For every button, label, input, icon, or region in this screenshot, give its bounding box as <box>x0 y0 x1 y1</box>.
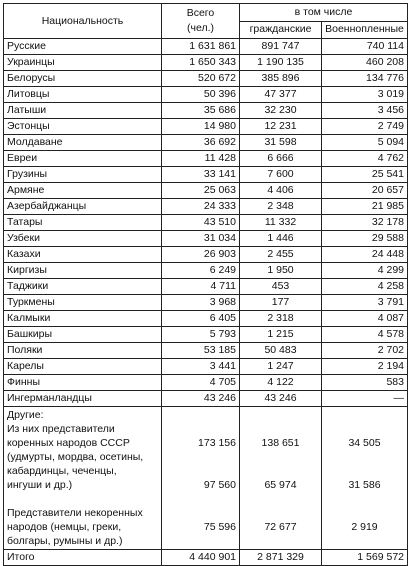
military-cell: 3 019 <box>322 87 408 103</box>
civilian-cell: 453 <box>240 279 322 295</box>
civilian-cell: 12 231 <box>240 119 322 135</box>
table-body <box>4 39 408 407</box>
civilian-cell: 4 406 <box>240 183 322 199</box>
total-cell: 6 249 <box>162 263 240 279</box>
nationality-cell: Азербайджанцы <box>4 199 162 215</box>
civilian-cell: 2 455 <box>240 247 322 263</box>
header-civilian: гражданские <box>240 21 322 39</box>
others-label-line: ингуши и др.) <box>7 479 73 491</box>
civilian-cell: 6 666 <box>240 151 322 167</box>
table-row <box>4 279 408 295</box>
others-total-c: 75 596 <box>203 521 236 533</box>
others-mil-b: 31 586 <box>348 479 381 491</box>
table-row <box>4 167 408 183</box>
others-total-a: 173 156 <box>198 437 236 449</box>
nationality-cell: Эстонцы <box>4 119 162 135</box>
footer-mil: 1 569 572 <box>322 550 408 566</box>
military-cell: 4 762 <box>322 151 408 167</box>
nationality-cell: Финны <box>4 375 162 391</box>
military-cell: 32 178 <box>322 215 408 231</box>
military-cell: 25 541 <box>322 167 408 183</box>
header-total <box>162 4 240 39</box>
table-row <box>4 71 408 87</box>
total-cell: 3 441 <box>162 359 240 375</box>
total-cell: 520 672 <box>162 71 240 87</box>
nationality-cell: Поляки <box>4 343 162 359</box>
others-label-line: (удмурты, мордва, осетины, <box>7 451 144 463</box>
table-row <box>4 183 408 199</box>
population-table-container <box>3 3 408 566</box>
table-row <box>4 231 408 247</box>
nationality-cell: Казахи <box>4 247 162 263</box>
civilian-cell: 31 598 <box>240 135 322 151</box>
military-cell: 4 578 <box>322 327 408 343</box>
nationality-cell: Татары <box>4 215 162 231</box>
table-row <box>4 391 408 407</box>
others-mil-cell <box>322 407 408 550</box>
footer-name: Итого <box>4 550 162 566</box>
civilian-cell: 1 446 <box>240 231 322 247</box>
civilian-cell: 1 950 <box>240 263 322 279</box>
total-cell: 50 396 <box>162 87 240 103</box>
nationality-cell: Русские <box>4 39 162 55</box>
civilian-cell: 47 377 <box>240 87 322 103</box>
military-cell: 20 657 <box>322 183 408 199</box>
military-cell: 3 791 <box>322 295 408 311</box>
total-cell: 31 034 <box>162 231 240 247</box>
table-row <box>4 87 408 103</box>
others-label-line <box>7 492 158 506</box>
header-including: в том числе <box>240 4 408 22</box>
others-label-line: Другие: <box>7 409 44 421</box>
nationality-cell: Грузины <box>4 167 162 183</box>
total-cell: 14 980 <box>162 119 240 135</box>
table-row <box>4 343 408 359</box>
total-cell: 53 185 <box>162 343 240 359</box>
nationality-cell: Литовцы <box>4 87 162 103</box>
military-cell: 3 456 <box>322 103 408 119</box>
table-row <box>4 103 408 119</box>
table-row <box>4 215 408 231</box>
others-label-line: кабардинцы, чеченцы, <box>7 465 117 477</box>
others-mil-a: 34 505 <box>348 437 381 449</box>
total-cell: 11 428 <box>162 151 240 167</box>
population-table <box>3 3 408 566</box>
total-cell: 3 968 <box>162 295 240 311</box>
nationality-cell: Узбеки <box>4 231 162 247</box>
table-row <box>4 135 408 151</box>
civilian-cell: 7 600 <box>240 167 322 183</box>
table-row <box>4 327 408 343</box>
nationality-cell: Карелы <box>4 359 162 375</box>
others-civil-a: 138 651 <box>261 437 300 449</box>
header-total-line1: Всего <box>186 7 215 19</box>
nationality-cell: Армяне <box>4 183 162 199</box>
civilian-cell: 2 348 <box>240 199 322 215</box>
total-cell: 35 686 <box>162 103 240 119</box>
header-military: Военнопленные <box>322 21 408 39</box>
total-cell: 36 692 <box>162 135 240 151</box>
civilian-cell: 1 190 135 <box>240 55 322 71</box>
nationality-cell: Туркмены <box>4 295 162 311</box>
nationality-cell: Калмыки <box>4 311 162 327</box>
table-row <box>4 263 408 279</box>
others-civil-b: 65 974 <box>264 479 297 491</box>
military-cell: 21 985 <box>322 199 408 215</box>
nationality-cell: Киргизы <box>4 263 162 279</box>
total-cell: 1 631 861 <box>162 39 240 55</box>
others-label-line: Из них представители <box>7 423 115 435</box>
total-cell: 6 405 <box>162 311 240 327</box>
others-civil-c: 72 677 <box>264 521 297 533</box>
table-row <box>4 359 408 375</box>
table-row <box>4 311 408 327</box>
civilian-cell: 32 230 <box>240 103 322 119</box>
others-total-cell <box>162 407 240 550</box>
total-cell: 26 903 <box>162 247 240 263</box>
nationality-cell: Латыши <box>4 103 162 119</box>
civilian-cell: 50 483 <box>240 343 322 359</box>
military-cell: 2 194 <box>322 359 408 375</box>
others-label-line: коренных народов СССР <box>7 437 130 449</box>
civilian-cell: 385 896 <box>240 71 322 87</box>
military-cell: 4 258 <box>322 279 408 295</box>
military-cell: — <box>322 391 408 407</box>
total-cell: 43 246 <box>162 391 240 407</box>
nationality-cell: Ингерманландцы <box>4 391 162 407</box>
military-cell: 583 <box>322 375 408 391</box>
civilian-cell: 1 247 <box>240 359 322 375</box>
others-civil-cell <box>240 407 322 550</box>
total-cell: 43 510 <box>162 215 240 231</box>
nationality-cell: Таджики <box>4 279 162 295</box>
total-cell: 33 141 <box>162 167 240 183</box>
table-row <box>4 375 408 391</box>
military-cell: 5 094 <box>322 135 408 151</box>
total-cell: 25 063 <box>162 183 240 199</box>
military-cell: 134 776 <box>322 71 408 87</box>
table-row <box>4 295 408 311</box>
nationality-cell: Евреи <box>4 151 162 167</box>
table-row <box>4 199 408 215</box>
others-label-line: народов (немцы, греки, <box>7 521 122 533</box>
header-nationality: Национальность <box>4 4 162 39</box>
table-row <box>4 119 408 135</box>
military-cell: 2 749 <box>322 119 408 135</box>
nationality-cell: Башкиры <box>4 327 162 343</box>
military-cell: 24 448 <box>322 247 408 263</box>
military-cell: 4 087 <box>322 311 408 327</box>
footer-total: 4 440 901 <box>162 550 240 566</box>
others-mil-c: 2 919 <box>351 521 378 533</box>
total-cell: 5 793 <box>162 327 240 343</box>
table-row <box>4 247 408 263</box>
military-cell: 2 702 <box>322 343 408 359</box>
civilian-cell: 1 215 <box>240 327 322 343</box>
civilian-cell: 177 <box>240 295 322 311</box>
civilian-cell: 11 332 <box>240 215 322 231</box>
others-label-line: болгары, румыны и др.) <box>7 535 123 547</box>
header-total-line2: (чел.) <box>187 22 214 34</box>
civilian-cell: 2 318 <box>240 311 322 327</box>
footer-civil: 2 871 329 <box>240 550 322 566</box>
table-row <box>4 39 408 55</box>
nationality-cell: Белорусы <box>4 71 162 87</box>
total-cell: 24 333 <box>162 199 240 215</box>
civilian-cell: 4 122 <box>240 375 322 391</box>
military-cell: 4 299 <box>322 263 408 279</box>
total-cell: 4 705 <box>162 375 240 391</box>
total-cell: 1 650 343 <box>162 55 240 71</box>
military-cell: 29 588 <box>322 231 408 247</box>
civilian-cell: 891 747 <box>240 39 322 55</box>
total-cell: 4 711 <box>162 279 240 295</box>
others-total-b: 97 560 <box>203 479 236 491</box>
others-label <box>4 407 162 550</box>
table-row <box>4 55 408 71</box>
table-row-total <box>4 550 408 566</box>
military-cell: 740 114 <box>322 39 408 55</box>
nationality-cell: Молдаване <box>4 135 162 151</box>
nationality-cell: Украинцы <box>4 55 162 71</box>
table-row <box>4 151 408 167</box>
table-row-others <box>4 407 408 550</box>
civilian-cell: 43 246 <box>240 391 322 407</box>
others-label-line: Представители некоренных <box>7 507 143 519</box>
military-cell: 460 208 <box>322 55 408 71</box>
